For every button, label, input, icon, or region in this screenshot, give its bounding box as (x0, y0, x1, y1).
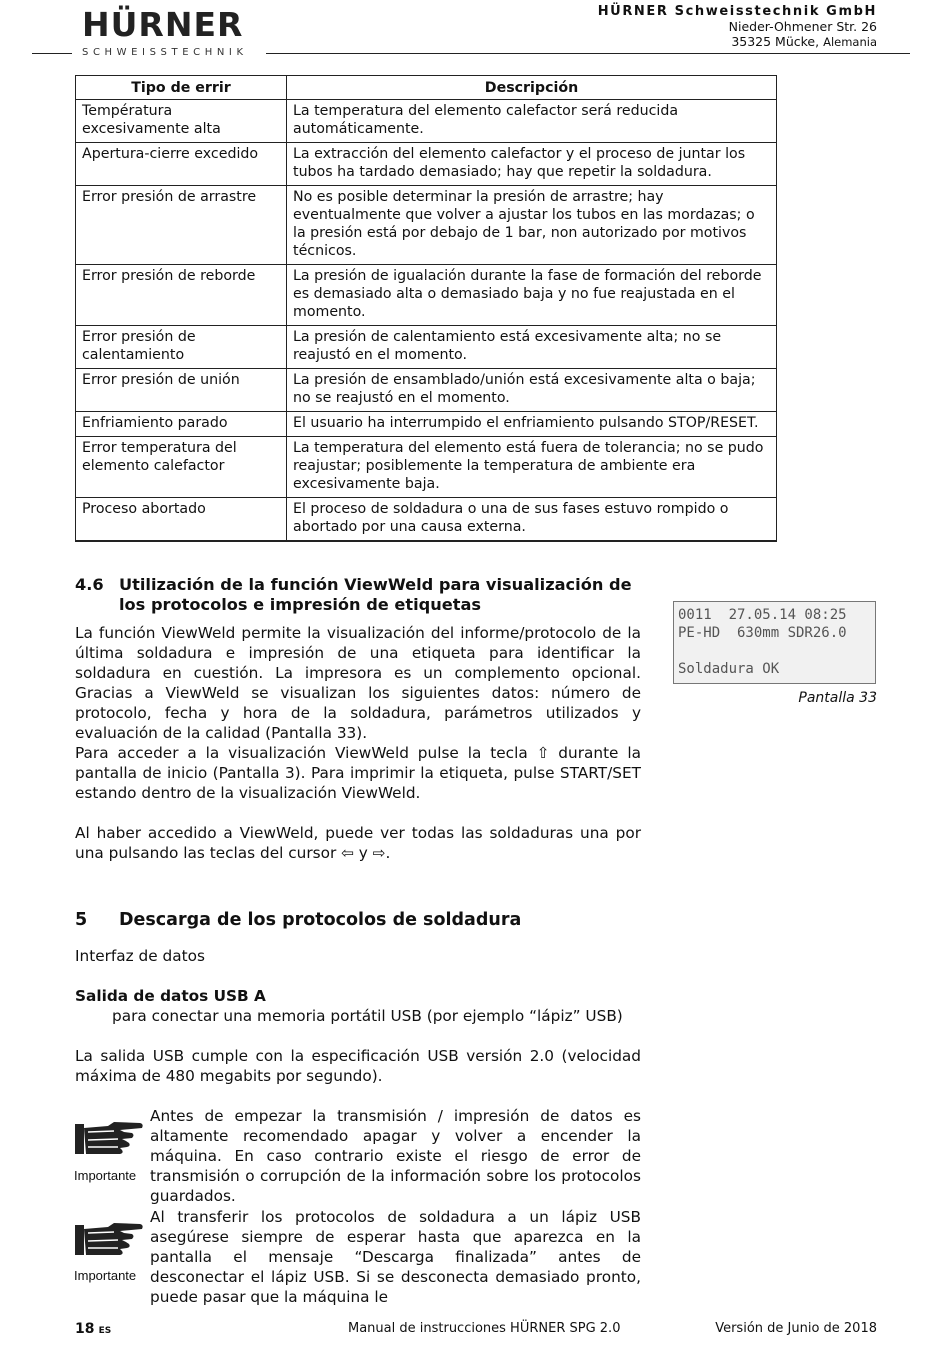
important-note-2: Al transferir los protocolos de soldadura a un lápiz USB asegúrese siempre de esperar hasta que aparezca en la pantalla el mensaje “Descarga finalizada” antes de desconectar el lápiz USB. Si se desconecta demasiado pronto, puede pasar que la máquina le (150, 1208, 641, 1306)
error-type: Error presión de calentamiento (76, 326, 287, 369)
lcd-screen (673, 601, 876, 684)
table-row (76, 265, 777, 326)
company-logo: HÜRNER (82, 5, 244, 44)
error-table (75, 75, 777, 542)
usb-output-description: para conectar una memoria portátil USB (por ejemplo “lápiz” USB) (112, 1007, 623, 1025)
company-city: 35325 Mücke, (731, 34, 820, 49)
company-street: Nieder-Ohmener Str. 26 (728, 19, 877, 34)
error-description: La extracción del elemento calefactor y el proceso de juntar los tubos ha tardado demasiado; hay que repetir la soldadura. (287, 143, 777, 186)
error-type: Enfriamiento parado (76, 412, 287, 437)
header-rule-right (266, 53, 910, 54)
pointing-hand-icon (74, 1219, 146, 1261)
usb-spec-paragraph: La salida USB cumple con la especificación USB versión 2.0 (velocidad máxima de 480 megabits por segundo). (75, 1047, 641, 1085)
viewweld-paragraph-3: Al haber accedido a ViewWeld, puede ver todas las soldaduras una por una pulsando las teclas del cursor ⇦ y ⇨. (75, 824, 641, 862)
error-description: La presión de ensamblado/unión está excesivamente alta o baja; no se reajustó en el momento. (287, 369, 777, 412)
error-type: Error presión de reborde (76, 265, 287, 326)
lcd-line-1: 0011 27.05.14 08:25 (678, 607, 847, 623)
screen-caption: Pantalla 33 (798, 690, 877, 706)
error-description: El proceso de soldadura o una de sus fases estuvo rompido o abortado por una causa externa. (287, 498, 777, 542)
error-type: Apertura-cierre excedido (76, 143, 287, 186)
language-code: ES (98, 1326, 112, 1336)
footer-page (75, 1321, 111, 1337)
table-row (76, 412, 777, 437)
error-description: La temperatura del elemento está fuera de tolerancia; no se pudo reajustar; posiblemente la temperatura de ambiente era excesivamente baja. (287, 437, 777, 498)
error-description: La presión de igualación durante la fase de formación del reborde es demasiado alta o demasiado baja y no fue reajustada en el momento. (287, 265, 777, 326)
error-type: Proceso abortado (76, 498, 287, 542)
error-description: La temperatura del elemento calefactor será reducida automáticamente. (287, 100, 777, 143)
company-address (598, 4, 877, 50)
usb-output-title: Salida de datos USB A (75, 987, 266, 1005)
important-label: Importante (74, 1268, 137, 1283)
error-description: La presión de calentamiento está excesivamente alta; no se reajustó en el momento. (287, 326, 777, 369)
section-heading (75, 575, 645, 615)
section-title: Descarga de los protocolos de soldadura (119, 910, 522, 930)
section-number: 5 (75, 910, 88, 930)
company-name: HÜRNER Schweisstechnik GmbH (597, 4, 877, 19)
table-header-type: Tipo de errir (76, 76, 287, 100)
section-5-heading (75, 910, 521, 930)
table-row (76, 100, 777, 143)
table-row (76, 437, 777, 498)
table-header-description: Descripción (287, 76, 777, 100)
important-note-1: Antes de empezar la transmisión / impresión de datos es altamente recomendado apagar y volver a encender la máquina. En caso contrario existe el riesgo de error de transmisión o corrupción de la información sobre los protocolos guardados. (150, 1107, 641, 1205)
lcd-line-4: Soldadura OK (678, 661, 780, 677)
footer-manual-title: Manual de instrucciones HÜRNER SPG 2.0 (348, 1321, 621, 1336)
section-title: Utilización de la función ViewWeld para visualización de los protocolos e impresión de etiquetas (119, 575, 632, 614)
viewweld-paragraph-2: Para acceder a la visualización ViewWeld pulse la tecla ⇧ durante la pantalla de inicio (Pantalla 3). Para imprimir la etiqueta, pulse START/SET estando dentro de la visualización ViewWeld. (75, 744, 641, 802)
error-description: No es posible determinar la presión de arrastre; hay eventualmente que volver a ajustar los tubos en las mordazas; o la presión está por debajo de 1 bar, non autorizado por motivos técnicos. (287, 186, 777, 265)
page-number: 18 (75, 1321, 95, 1337)
error-type: Températura excesivamente alta (76, 100, 287, 143)
section-number: 4.6 (75, 575, 104, 594)
error-type: Error presión de arrastre (76, 186, 287, 265)
table-row (76, 498, 777, 542)
error-description: El usuario ha interrumpido el enfriamiento pulsando STOP/RESET. (287, 412, 777, 437)
table-row (76, 326, 777, 369)
footer-version: Versión de Junio de 2018 (715, 1321, 877, 1336)
viewweld-paragraph-1: La función ViewWeld permite la visualización del informe/protocolo de la última soldadura e impresión de una etiqueta para identificar la soldadura en cuestión. La impresora es un complemento opcional. Gracias a ViewWeld se visualizan los siguientes datos: número de protocolo, fecha y hora de la soldadura, parámetros utilizados y evaluación de la calidad (Pantalla 33). (75, 624, 641, 742)
pointing-hand-icon (74, 1118, 146, 1160)
table-row (76, 186, 777, 265)
table-row (76, 143, 777, 186)
interface-label: Interfaz de datos (75, 947, 205, 965)
header-rule-left (32, 53, 72, 54)
lcd-line-3 (678, 642, 871, 660)
logo-subtitle: SCHWEISSTECHNIK (82, 47, 248, 58)
section-4-6-heading (75, 575, 645, 615)
table-row (76, 369, 777, 412)
company-country: Alemania (823, 35, 877, 49)
error-type: Error presión de unión (76, 369, 287, 412)
error-type: Error temperatura del elemento calefactor (76, 437, 287, 498)
lcd-line-2: PE-HD 630mm SDR26.0 (678, 625, 847, 641)
company-city-line (598, 34, 877, 50)
important-label: Importante (74, 1168, 137, 1183)
